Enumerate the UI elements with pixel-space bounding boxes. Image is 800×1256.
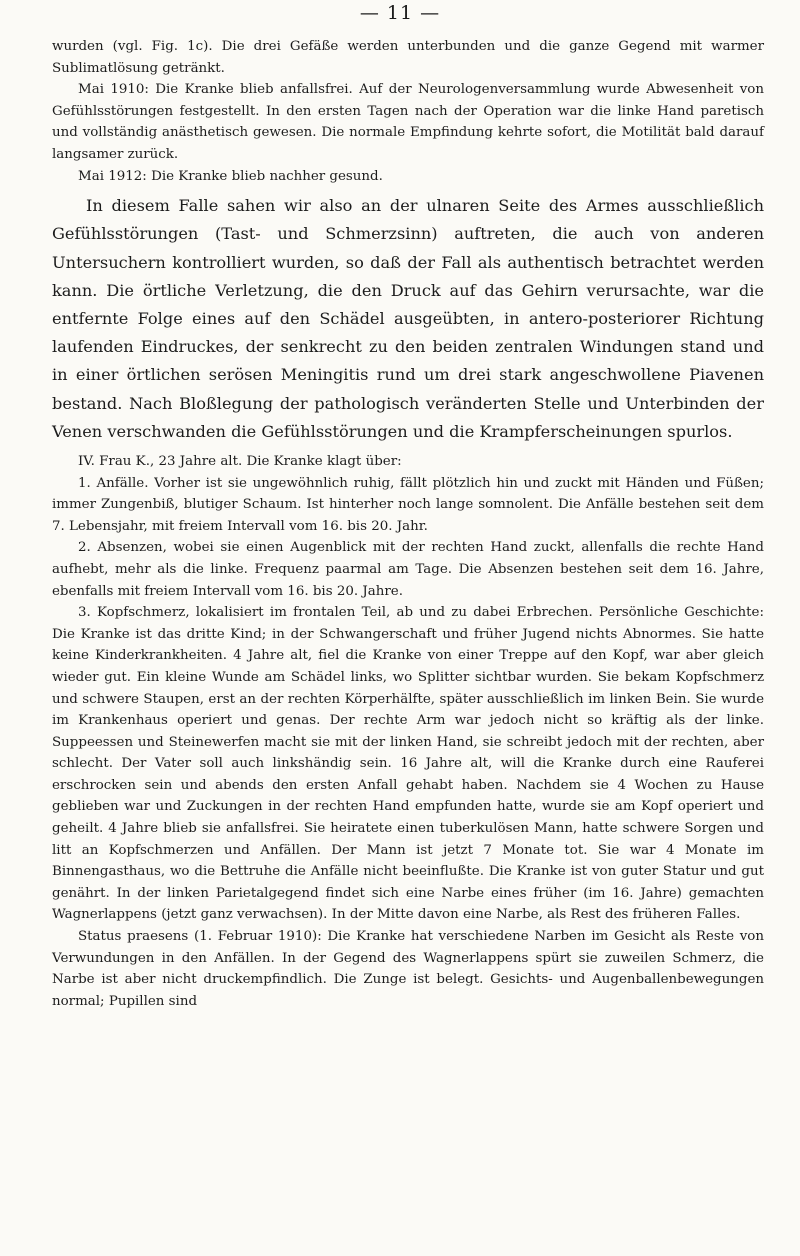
case-paragraph: Status praesens (1. Februar 1910): Die Kranke hat verschiedene Narben im Gesicht als Reste von Verwundungen in den Anfällen. In der Gegend des Wagnerlappens spürt sie zuweilen Schmerz, die Narbe ist aber nicht druckempfindlich. Die Zunge ist belegt. Gesichts- und Augenballenbewegungen normal; Pupillen sind: [52, 929, 764, 1009]
followup-paragraph: Mai 1912: Die Kranke blieb nachher gesund.: [78, 168, 383, 184]
followup-paragraph: wurden (vgl. Fig. 1c). Die drei Gefäße werden unterbunden und die ganze Gegend mit warmer Sublimatlösung getränkt.: [52, 39, 764, 76]
case-paragraph: 1. Anfälle. Vorher ist sie ungewöhnlich ruhig, fällt plötzlich hin und zuckt mit Händen und Füßen; immer Zungenbiß, blutiger Schaum. Ist hinterher noch lange somnolent. Die Anfälle bestehen seit dem 7. Lebensjahr, mit freiem Intervall vom 16. bis 20. Jahr.: [52, 475, 764, 534]
text-column: [52, 36, 764, 1012]
page-number: — 11 —: [359, 2, 441, 24]
operation-followup-block: [52, 36, 764, 187]
discussion-paragraph: In diesem Falle sahen wir also an der ulnaren Seite des Armes ausschließlich Gefühlsstörungen (Tast- und Schmerzsinn) auftreten, die auch von anderen Untersuchern kontrolliert wurden, so daß der Fall als authentisch betrachtet werden kann. Die örtliche Verletzung, die den Druck auf das Gehirn verursachte, war die entfernte Folge eines auf den Schädel ausgeübten, in antero-posteriorer Richtung laufenden Eindruckes, der senkrecht zu den beiden zentralen Windungen stand und in einer örtlichen serösen Meningitis rund um drei stark angeschwollene Piavenen bestand. Nach Bloßlegung der pathologisch veränderten Stelle und Unterbinden der Venen verschwanden die Gefühlsstörungen und die Krampferscheinungen spurlos.: [52, 196, 764, 441]
followup-paragraph: Mai 1910: Die Kranke blieb anfallsfrei. Auf der Neurologenversammlung wurde Abwesenheit von Gefühlsstörungen festgestellt. In den ersten Tagen nach der Operation war die linke Hand paretisch und vollständig anästhetisch gewesen. Die normale Empfindung kehrte sofort, die Motilität bald darauf langsamer zurück.: [52, 82, 764, 162]
case-report-block: [52, 451, 764, 1012]
case-paragraph: 2. Absenzen, wobei sie einen Augenblick mit der rechten Hand zuckt, allenfalls die rechte Hand aufhebt, mehr als die linke. Frequenz paarmal am Tage. Die Absenzen bestehen seit dem 16. Jahre, ebenfalls mit freiem Intervall vom 16. bis 20. Jahre.: [52, 540, 764, 599]
discussion-block: [52, 192, 764, 446]
case-paragraph: 3. Kopfschmerz, lokalisiert im frontalen Teil, ab und zu dabei Erbrechen. Persönliche Geschichte: Die Kranke ist das dritte Kind; in der Schwangerschaft und früher Jugend nichts Abnormes. Sie hatte keine Kinderkrankheiten. 4 Jahre alt, fiel die Kranke von einer Treppe auf den Kopf, war aber gleich wieder gut. Ein kleine Wunde am Schädel links, wo Splitter sichtbar wurden. Sie bekam Kopfschmerz und schwere Staupen, erst an der rechten Körperhälfte, später ausschließlich im linken Bein. Sie wurde im Krankenhaus operiert und genas. Der rechte Arm war jedoch nicht so kräftig als der linke. Suppeessen und Steinewerfen macht sie mit der linken Hand, sie schreibt jedoch mit der rechten, aber schlecht. Der Vater soll auch linkshändig sein. 16 Jahre alt, will die Kranke durch eine Rauferei erschrocken sein und abends den ersten Anfall gehabt haben. Nachdem sie 4 Wochen zu Hause geblieben war und Zuckungen in der rechten Hand empfunden hatte, wurde sie am Kopf operiert und geheilt. 4 Jahre blieb sie anfallsfrei. Sie heiratete einen tuberkulösen Mann, hatte schwere Sorgen und litt an Kopfschmerzen und Anfällen. Der Mann ist jetzt 7 Monate tot. Sie war 4 Monate im Binnengasthaus, wo die Bettruhe die Anfälle nicht beeinflußte. Die Kranke ist von guter Statur und gut genährt. In der linken Parietalgegend findet sich eine Narbe eines früher (im 16. Jahre) gemachten Wagnerlappens (jetzt ganz verwachsen). In der Mitte davon eine Narbe, als Rest des früheren Falles.: [52, 605, 764, 923]
case-heading: IV. Frau K., 23 Jahre alt. Die Kranke klagt über:: [78, 453, 402, 469]
